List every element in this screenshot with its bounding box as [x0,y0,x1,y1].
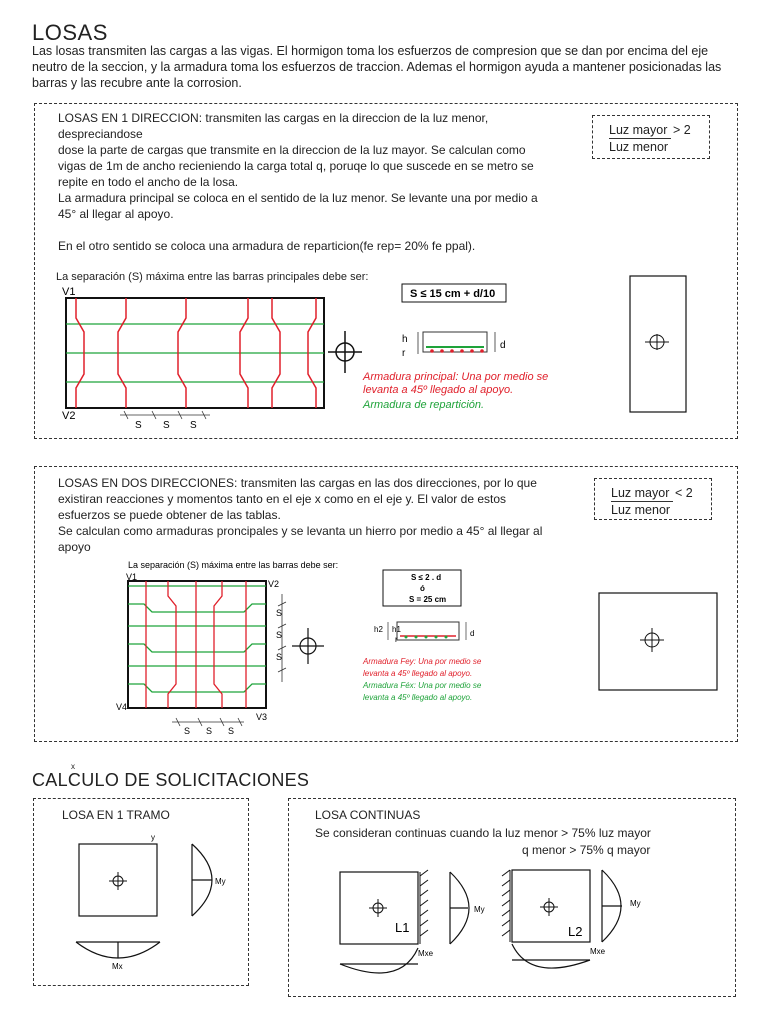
legend-distribution: Armadura de repartición. [363,399,485,411]
h1-label: h1 [392,625,401,634]
mxe-label: Mxe [418,949,434,958]
center-mark-icon [369,899,387,917]
moment-mxe-diagram [340,948,418,973]
intro-line: barras y las recubre ante la corrosion. [32,76,242,90]
single-span-title: LOSA EN 1 TRAMO [62,808,170,822]
one-way-line: La armadura principal se coloca en el sentido de la luz menor. Se levante una por medio a [58,191,538,205]
x-bars [128,586,266,692]
spacing-formula-line: S = 25 cm [409,595,447,604]
ratio-numerator: Luz mayor [611,486,670,500]
y-axis-label: y [151,833,155,842]
one-way-line: dose la parte de cargas que transmite en la direccion de la luz mayor. Se calculan como [58,143,526,157]
ratio-comparison: > 2 [673,123,691,137]
spacing-formula: S ≤ 15 cm + d/10 [410,288,496,300]
moment-my-diagram [192,844,212,916]
my-label: My [474,905,485,914]
beam-label-v4: V4 [116,702,128,712]
spacing-label: S [228,726,235,736]
spacing-caption: La separación (S) máxima entre las barras principales debe ser: [56,271,369,283]
two-way-diagram [110,556,740,742]
legend-fey-line: levanta a 45º llegado al apoyo. [363,669,473,678]
two-way-line: apoyo [58,540,91,554]
mx-label: Mx [112,962,123,971]
spacing-label: S [135,420,142,431]
spacing-label: S [163,420,170,431]
distribution-bars [66,324,324,382]
spacing-formula-line: ó [420,584,425,593]
one-way-slab-outline [630,276,686,412]
page-title: LOSAS [32,20,108,45]
moment-my-diagram [450,872,469,944]
continuous-line: q menor > 75% q mayor [522,843,651,857]
intro-line: neutro de la seccion, y la armadura toma los esfuerzos de traccion. Ademas el hormigon ayuda a mantener posicionadas las [32,60,722,74]
one-way-ratio [592,115,710,159]
intro-line: Las losas transmiten las cargas a las vigas. El hormigon toma los esfuerzos de compresion que se dan por encima del eje [32,44,709,58]
cover-label: r [402,348,406,359]
x-mark: x [71,762,75,771]
fixed-support-hatch [420,870,428,944]
two-way-slab-outline [599,593,717,690]
two-way-line: Se calculan como armaduras proncipales y se levanta un hierro por medio a 45° al llegar al [58,524,543,538]
two-way-line: LOSAS EN DOS DIRECCIONES: transmiten las cargas en las dos direcciones, por lo que [58,476,537,490]
spacing-formula-line: S ≤ 2 . d [411,573,442,582]
ratio-numerator: Luz mayor [609,123,668,137]
spacing-label: S [276,630,283,640]
beam-label-v2: V2 [268,579,280,589]
h2-label: h2 [374,625,383,634]
two-way-ratio [594,478,712,520]
spacing-dimension [120,411,210,419]
legend-main-line: Armadura principal: Una por medio se [363,371,549,383]
center-mark-icon [109,872,127,890]
moment-mx-diagram [76,942,160,958]
depth-label: d [500,340,506,351]
legend-fey-line: Armadura Fey: Una por medio se [363,657,482,666]
one-way-line: vigas de 1m de ancho recieniendo la carga total q, poruqe lo que suscede en se metro se [58,159,534,173]
beam-label-v1: V1 [62,286,76,298]
center-mark-icon [540,898,558,916]
one-way-line: LOSAS EN 1 DIRECCION: transmiten las cargas en la direccion de la luz menor, despreciandose [58,111,489,141]
continuous-diagram [290,860,734,992]
moment-mxe-diagram [512,944,590,968]
one-way-line: 45° al llegar al apoyo. [58,207,174,221]
spacing-label: S [206,726,213,736]
center-mark-icon [645,334,669,350]
one-way-text [58,110,568,254]
beam-label-v3: V3 [256,712,268,722]
one-way-diagram [40,262,740,438]
beam-label-v2: V2 [62,410,76,422]
my-label: My [215,877,226,886]
continuous-title: LOSA CONTINUAS [315,808,421,822]
one-way-line: En el otro sentido se coloca una armadura de reparticion(fe rep= 20% fe ppal). [58,239,476,253]
intro-paragraph [32,43,752,91]
section-symbol [292,628,324,664]
beam-label-v1: V1 [126,572,138,582]
mxe-label: Mxe [590,947,606,956]
spacing-label: S [184,726,191,736]
calc-title: CALCULO DE SOLICITACIONES [32,770,310,790]
one-way-line: repite en todo el ancho de la losa. [58,175,239,189]
continuous-line: Se consideran continuas cuando la luz menor > 75% luz mayor [315,826,651,840]
cover-label: r [395,635,398,644]
fraction-bar [611,501,673,502]
legend-fex-line: levanta a 45º llegado al apoyo. [363,693,473,702]
legend-fex-line: Armadura Féx: Una por medio se [363,681,482,690]
my-label: My [630,899,641,908]
ratio-denominator: Luz menor [609,140,669,154]
ratio-comparison: < 2 [675,486,693,500]
l2-label: L2 [568,924,583,939]
y-bars [146,581,246,708]
two-way-line: esfuerzos se puede obtener de las tablas. [58,508,281,522]
center-mark-icon [640,628,664,652]
spacing-label: S [276,608,283,618]
spacing-label: S [276,652,283,662]
depth-label: d [470,629,475,638]
spacer [58,222,568,238]
two-way-line: existiran reacciones y momentos tanto en el eje x como en el eje y. El valor de estos [58,492,507,506]
legend-main-line: levanta a 45º llegado al apoyo. [363,384,514,396]
single-span-diagram [34,826,248,982]
fraction-bar [609,138,671,139]
moment-my-diagram [602,870,622,942]
spacing-caption: La separación (S) máxima entre las barras debe ser: [128,560,339,570]
ratio-denominator: Luz menor [611,503,671,517]
two-way-text [58,475,568,555]
spacing-label: S [190,420,197,431]
height-label: h [402,334,408,345]
fixed-support-hatch [502,870,510,942]
section-symbol [328,331,362,373]
spacing-dimension-x [172,718,244,726]
l1-label: L1 [395,920,410,935]
cross-section [418,332,495,354]
